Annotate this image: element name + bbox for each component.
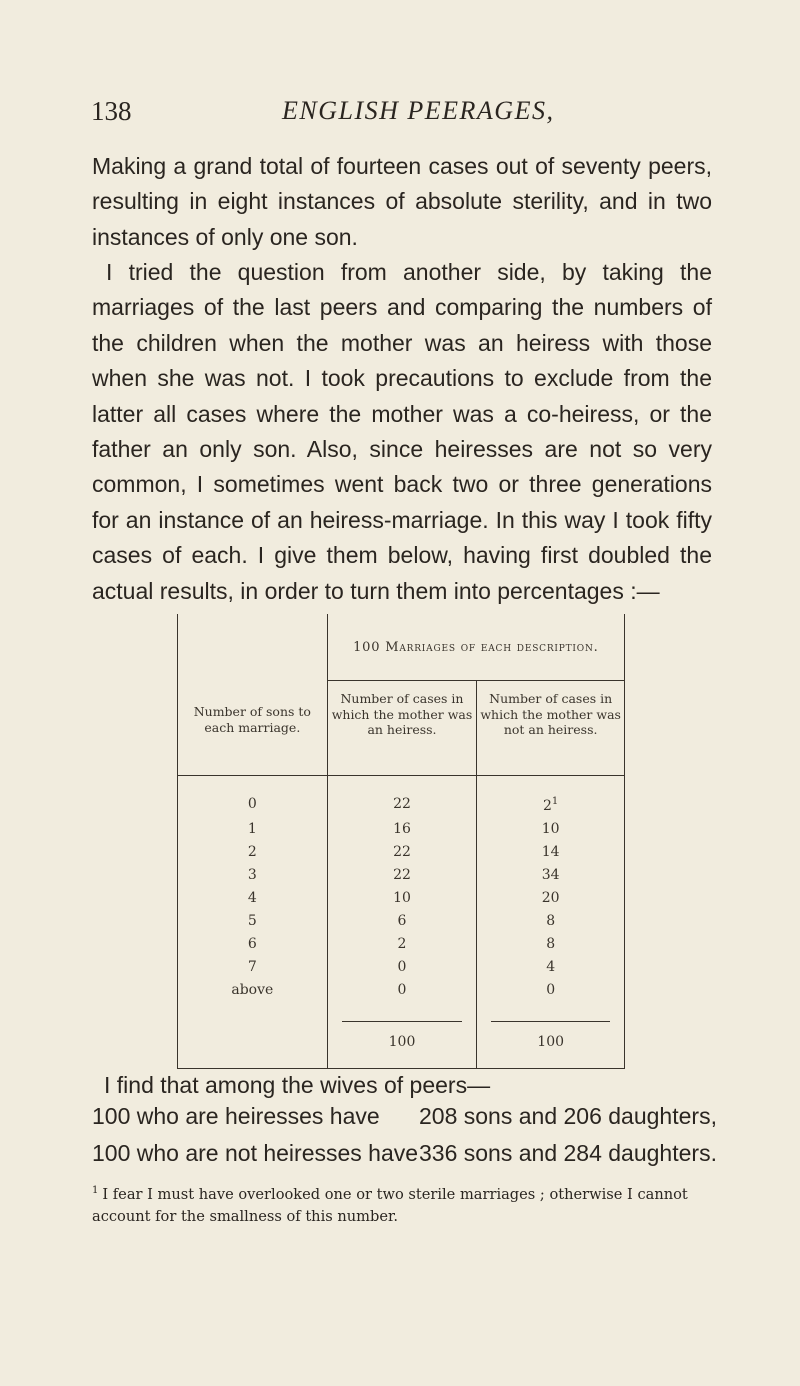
table-row — [178, 956, 625, 979]
paragraph-1: Making a grand total of fourteen cases out of seventy peers, resulting in eight instances of absolute sterility, and in two instances of only one son. — [92, 153, 712, 250]
not-heiress-cell: 34 — [541, 867, 560, 883]
running-head: ENGLISH PEERAGES, — [282, 96, 555, 125]
page-number: 138 — [91, 96, 132, 126]
sons-cell: 7 — [247, 959, 257, 975]
marriages-table — [177, 614, 625, 1069]
not-heiress-cell: 10 — [541, 821, 560, 837]
not-heiress-cell: 2 — [543, 798, 552, 814]
not-heiress-cell: 4 — [546, 959, 556, 975]
totals-blank — [178, 1002, 328, 1069]
heiress-cell: 0 — [397, 982, 407, 998]
sons-cell: 1 — [247, 821, 257, 837]
heiress-cell: 16 — [393, 821, 411, 837]
total-heiress: 100 — [342, 1021, 463, 1050]
stat-line-non-heiresses — [92, 1140, 732, 1178]
header-group: 100 Marriages of each description. — [327, 614, 624, 681]
table-row — [178, 818, 625, 841]
heiress-cell: 10 — [393, 890, 411, 906]
footnote-mark: 1 — [92, 1185, 99, 1196]
sons-cell: above — [231, 982, 274, 998]
sons-cell: 4 — [247, 890, 257, 906]
footnote — [92, 1180, 722, 1228]
table-row — [178, 841, 625, 864]
sons-cell: 3 — [247, 867, 257, 883]
table-row — [178, 933, 625, 956]
header-sons: Number of sons to each marriage. — [178, 614, 328, 776]
conclusion-intro: I find that among the wives of peers— — [104, 1072, 491, 1098]
not-heiress-cell: 14 — [541, 844, 560, 860]
footnote-reference: 1 — [551, 796, 559, 807]
table-row — [178, 887, 625, 910]
heiress-cell: 0 — [397, 959, 407, 975]
heiress-cell: 2 — [397, 936, 407, 952]
stat-line-2-subject: 100 who are not heiresses have — [92, 1140, 419, 1166]
footnote-text: I fear I must have overlooked one or two sterile marriages ; otherwise I cannot account for the smallness of this number. — [92, 1186, 688, 1225]
heiress-cell: 6 — [397, 913, 407, 929]
table-row — [178, 864, 625, 887]
not-heiress-cell: 20 — [541, 890, 560, 906]
heiress-cell: 22 — [393, 867, 411, 883]
header-not-heiress: Number of cases in which the mother was not an heiress. — [477, 681, 625, 776]
table-row — [178, 979, 625, 1002]
heiress-cell: 22 — [393, 844, 411, 860]
table-row — [178, 776, 625, 819]
not-heiress-cell: 0 — [546, 982, 556, 998]
paragraph-2: I tried the question from another side, by taking the marriages of the last peers and comparing the numbers of the children when the mother was an heiress with those when she was not. I took precautions to exclude from the latter all cases where the mother was a co-heiress, or the father an only son. Also, since heiresses are not so very common, I sometimes went back two or three generations for an instance of an heiress-marriage. In this way I took fifty cases of each. I give them below, having first doubled the actual results, in order to turn them into percentages :— — [92, 259, 712, 604]
not-heiress-cell: 8 — [546, 936, 556, 952]
not-heiress-cell: 8 — [546, 913, 556, 929]
stat-line-2-result: 336 sons and 284 daughters. — [419, 1140, 717, 1166]
total-not-heiress: 100 — [491, 1021, 610, 1050]
sons-cell: 6 — [247, 936, 257, 952]
page-header — [0, 96, 800, 132]
stat-line-heiresses — [92, 1103, 732, 1141]
stat-line-1-result: 208 sons and 206 daughters, — [419, 1103, 717, 1129]
header-heiress: Number of cases in which the mother was an heiress. — [327, 681, 477, 776]
sons-cell: 5 — [247, 913, 257, 929]
table-row — [178, 910, 625, 933]
heiress-cell: 22 — [393, 795, 411, 812]
sons-cell: 2 — [247, 844, 257, 860]
sons-cell: 0 — [247, 795, 257, 812]
stat-line-1-subject: 100 who are heiresses have — [92, 1103, 380, 1129]
